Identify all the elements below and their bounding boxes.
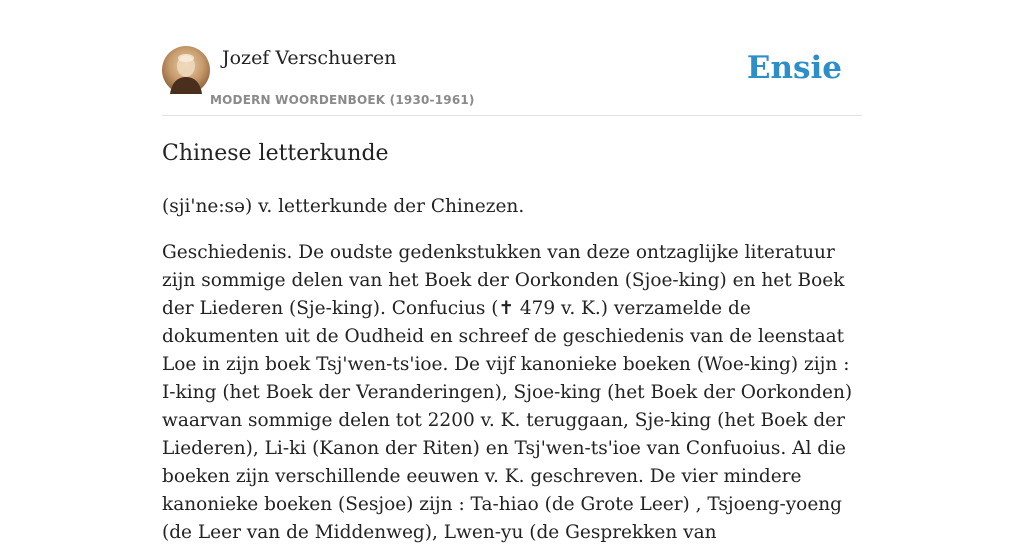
- entry-title: Chinese letterkunde: [162, 141, 389, 166]
- author-name[interactable]: Jozef Verschueren: [222, 47, 397, 69]
- entry-header: [162, 46, 862, 116]
- dictionary-source[interactable]: MODERN WOORDENBOEK (1930-1961): [210, 93, 475, 107]
- header-divider: [162, 115, 862, 116]
- entry-body: Geschiedenis. De oudste gedenkstukken van deze ontzaglijke literatuur zijn sommige delen van het Boek der Oorkonden (Sjoe-king) en het Boek der Liederen (Sje-king). Confucius (✝ 479 v. K.) verzamelde de dokumenten uit de Oudheid en schreef de geschiedenis van de leenstaat Loe in zijn boek Tsj'wen-ts'ioe. De vijf kanonieke boeken (Woe-king) zijn : I-king (het Boek der Veranderingen), Sjoe-king (het Boek der Oorkonden) waarvan sommige delen tot 2200 v. K. teruggaan, Sje-king (het Boek der Liederen), Li-ki (Kanon der Riten) en Tsj'wen-ts'ioe van Confuoius. Al die boeken zijn verschillende eeuwen v. K. geschreven. De vier mindere kanonieke boeken (Sesjoe) zijn : Ta-hiao (de Grote Leer) , Tsjoeng-yoeng (de Leer van de Middenweg), Lwen-yu (de Gesprekken van: [162, 242, 853, 543]
- ensie-logo[interactable]: Ensie: [746, 50, 842, 86]
- author-avatar[interactable]: [162, 46, 210, 94]
- portrait-icon: [162, 46, 210, 94]
- entry-pronunciation: (sji'ne:sə) v. letterkunde der Chinezen.: [162, 196, 525, 217]
